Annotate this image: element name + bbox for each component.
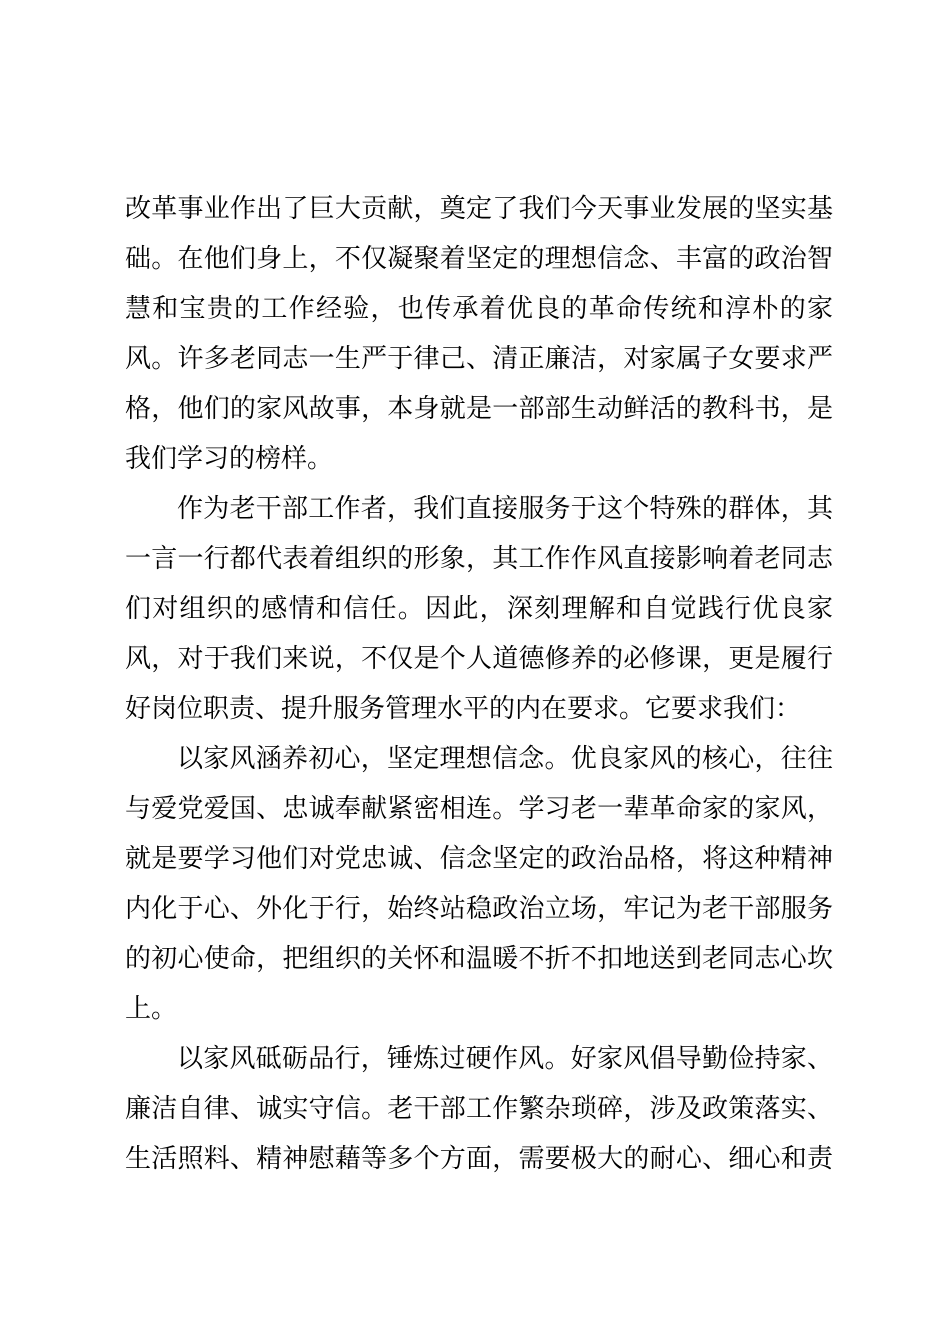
paragraph-2	[125, 483, 833, 733]
text-line: 的初心使命，把组织的关怀和温暖不折不扣地送到老同志心坎	[125, 943, 833, 973]
text-line: 作为老干部工作者，我们直接服务于这个特殊的群体，其	[177, 493, 833, 523]
text-line: 风，对于我们来说，不仅是个人道德修养的必修课，更是履行	[125, 643, 833, 673]
text-line: 改革事业作出了巨大贡献，奠定了我们今天事业发展的坚实基	[125, 193, 833, 223]
text-line: 们对组织的感情和信任。因此，深刻理解和自觉践行优良家	[125, 593, 833, 623]
text-line: 慧和宝贵的工作经验，也传承着优良的革命传统和淳朴的家	[125, 293, 833, 323]
text-line: 生活照料、精神慰藉等多个方面，需要极大的耐心、细心和责	[125, 1143, 833, 1173]
text-line: 以家风砥砺品行，锤炼过硬作风。好家风倡导勤俭持家、	[177, 1043, 833, 1073]
text-line: 我们学习的榜样。	[125, 443, 334, 473]
text-line: 廉洁自律、诚实守信。老干部工作繁杂琐碎，涉及政策落实、	[125, 1093, 833, 1123]
text-line: 格，他们的家风故事，本身就是一部部生动鲜活的教科书，是	[125, 393, 833, 423]
text-line: 上。	[125, 993, 178, 1023]
text-line: 一言一行都代表着组织的形象，其工作作风直接影响着老同志	[125, 543, 833, 573]
text-line: 好岗位职责、提升服务管理水平的内在要求。它要求我们：	[125, 693, 802, 723]
text-line: 以家风涵养初心，坚定理想信念。优良家风的核心，往往	[177, 743, 833, 773]
paragraph-3	[125, 733, 833, 1033]
paragraph-4	[125, 1033, 833, 1183]
text-line: 础。在他们身上，不仅凝聚着坚定的理想信念、丰富的政治智	[125, 243, 833, 273]
paragraph-1	[125, 183, 833, 483]
text-line: 内化于心、外化于行，始终站稳政治立场，牢记为老干部服务	[125, 893, 833, 923]
text-line: 就是要学习他们对党忠诚、信念坚定的政治品格，将这种精神	[125, 843, 833, 873]
document-body	[125, 183, 833, 1183]
text-line: 与爱党爱国、忠诚奉献紧密相连。学习老一辈革命家的家风，	[125, 793, 833, 823]
text-line: 风。许多老同志一生严于律己、清正廉洁，对家属子女要求严	[125, 343, 833, 373]
